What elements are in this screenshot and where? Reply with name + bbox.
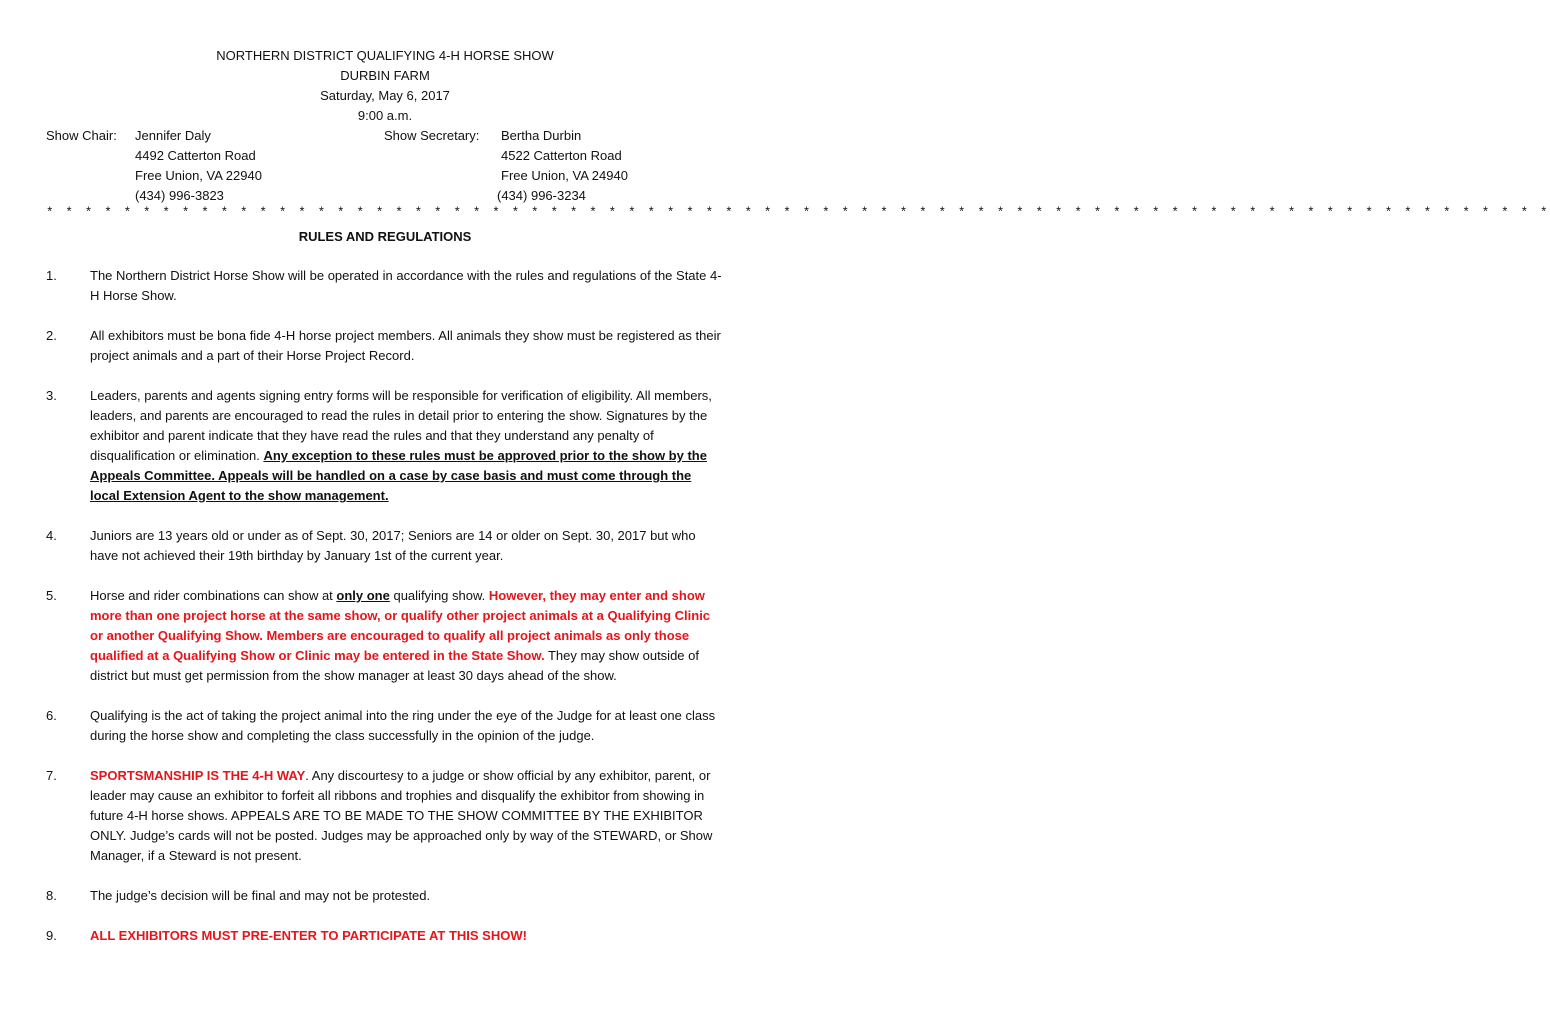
rule-number: 5. — [46, 588, 57, 603]
show-time: 9:00 a.m. — [357, 108, 413, 123]
show-date: Saturday, May 6, 2017 — [320, 88, 450, 103]
rule-emphasis: Any exception to these rules must be approved prior to the show by the Appeals Committee. Appeals will be handled on a case by case basis and must come through the local Extension Agent to the show management. — [90, 448, 707, 503]
rule-text — [90, 766, 722, 866]
rule-emphasis: However, they may enter and show more than one project horse at the same show, or qualify other project animals at a Qualifying Clinic or another Qualifying Show. Members are encouraged to qualify all project animals as only those qualified at a Qualifying Show or Clinic may be entered in the State Show. — [90, 588, 711, 663]
rule-text — [90, 386, 722, 506]
show-chair-street: 4492 Catterton Road — [135, 148, 256, 163]
show-chair-city: Free Union, VA 22940 — [135, 168, 262, 183]
rule-text — [90, 586, 722, 686]
show-title: NORTHERN DISTRICT QUALIFYING 4-H HORSE SHOW — [216, 48, 554, 63]
rule-text-run: Horse and rider combinations can show at — [90, 588, 337, 603]
venue: DURBIN FARM — [340, 68, 430, 83]
rule-text-run: Juniors are 13 years old or under as of Sept. 30, 2017; Seniors are 14 or older on Sept. 30, 2017 but who have not achieved their 19th birthday by January 1st of the current year. — [90, 528, 696, 563]
rule-text — [90, 926, 722, 946]
show-secretary-label: Show Secretary: — [384, 128, 480, 143]
star-separator: * * * * * * * * * * * * * * * * * * * * * * * * * * * * * * * * * * * * * * * * * * * * * * * * * * * * * * * * * * * * * * * * * * * * * * * * * * * * * * — [46, 206, 1550, 220]
rule-emphasis: ALL EXHIBITORS MUST PRE-ENTER TO PARTICIPATE AT THIS SHOW! — [90, 928, 527, 943]
show-secretary-city: Free Union, VA 24940 — [501, 168, 628, 183]
rule-number: 7. — [46, 768, 57, 783]
rule-text-run: qualifying show. — [389, 588, 489, 603]
show-chair-name: Jennifer Daly — [135, 128, 211, 143]
rule-emphasis: only one — [336, 588, 390, 603]
rule-text-run: The Northern District Horse Show will be operated in accordance with the rules and regulations of the State 4-H Horse Show. — [90, 268, 722, 303]
rule-number: 6. — [46, 708, 57, 723]
rule-emphasis: SPORTSMANSHIP IS THE 4-H WAY — [90, 768, 306, 783]
rule-text — [90, 886, 722, 906]
rule-number: 2. — [46, 328, 57, 343]
show-secretary-phone: (434) 996-3234 — [497, 188, 586, 203]
rule-text-run: . Any discourtesy to a judge or show official by any exhibitor, parent, or leader may cause an exhibitor to forfeit all ribbons and trophies and disqualify the exhibitor from showing in future 4-H horse shows. APPEALS ARE TO BE MADE TO THE SHOW COMMITTEE BY THE EXHIBITOR ONLY. Judge’s cards will not be posted. Judges may be approached only by way of the STEWARD, or Show Manager, if a Steward is not present. — [90, 768, 713, 863]
rule-text-run: Leaders, parents and agents signing entry forms will be responsible for verification of eligibility. All members, leaders, and parents are encouraged to read the rules in detail prior to entering the show. Signatures by the exhibitor and parent indicate that they have read the rules and that they understand any penalty of disqualification or elimination. — [90, 388, 712, 463]
show-secretary-name: Bertha Durbin — [501, 128, 582, 143]
rule-text-run: The judge’s decision will be final and may not be protested. — [90, 888, 431, 903]
show-chair-label: Show Chair: — [46, 128, 117, 143]
rule-number: 9. — [46, 928, 57, 943]
show-secretary-street: 4522 Catterton Road — [501, 148, 622, 163]
rule-number: 8. — [46, 888, 57, 903]
rule-text — [90, 266, 722, 306]
rule-number: 1. — [46, 268, 57, 283]
rule-number: 3. — [46, 388, 57, 403]
section-title: RULES AND REGULATIONS — [298, 229, 472, 244]
rule-text — [90, 706, 722, 746]
rule-text — [90, 526, 722, 566]
rule-text-run: All exhibitors must be bona fide 4-H horse project members. All animals they show must be registered as their project animals and a part of their Horse Project Record. — [90, 328, 721, 363]
rule-text-run: They may show outside of district but must get permission from the show manager at least 30 days ahead of the show. — [90, 648, 699, 683]
rule-text — [90, 326, 722, 366]
rule-number: 4. — [46, 528, 57, 543]
show-chair-phone: (434) 996-3823 — [135, 188, 224, 203]
rule-text-run: Qualifying is the act of taking the project animal into the ring under the eye of the Judge for at least one class during the horse show and completing the class successfully in the opinion of the judge. — [90, 708, 716, 743]
